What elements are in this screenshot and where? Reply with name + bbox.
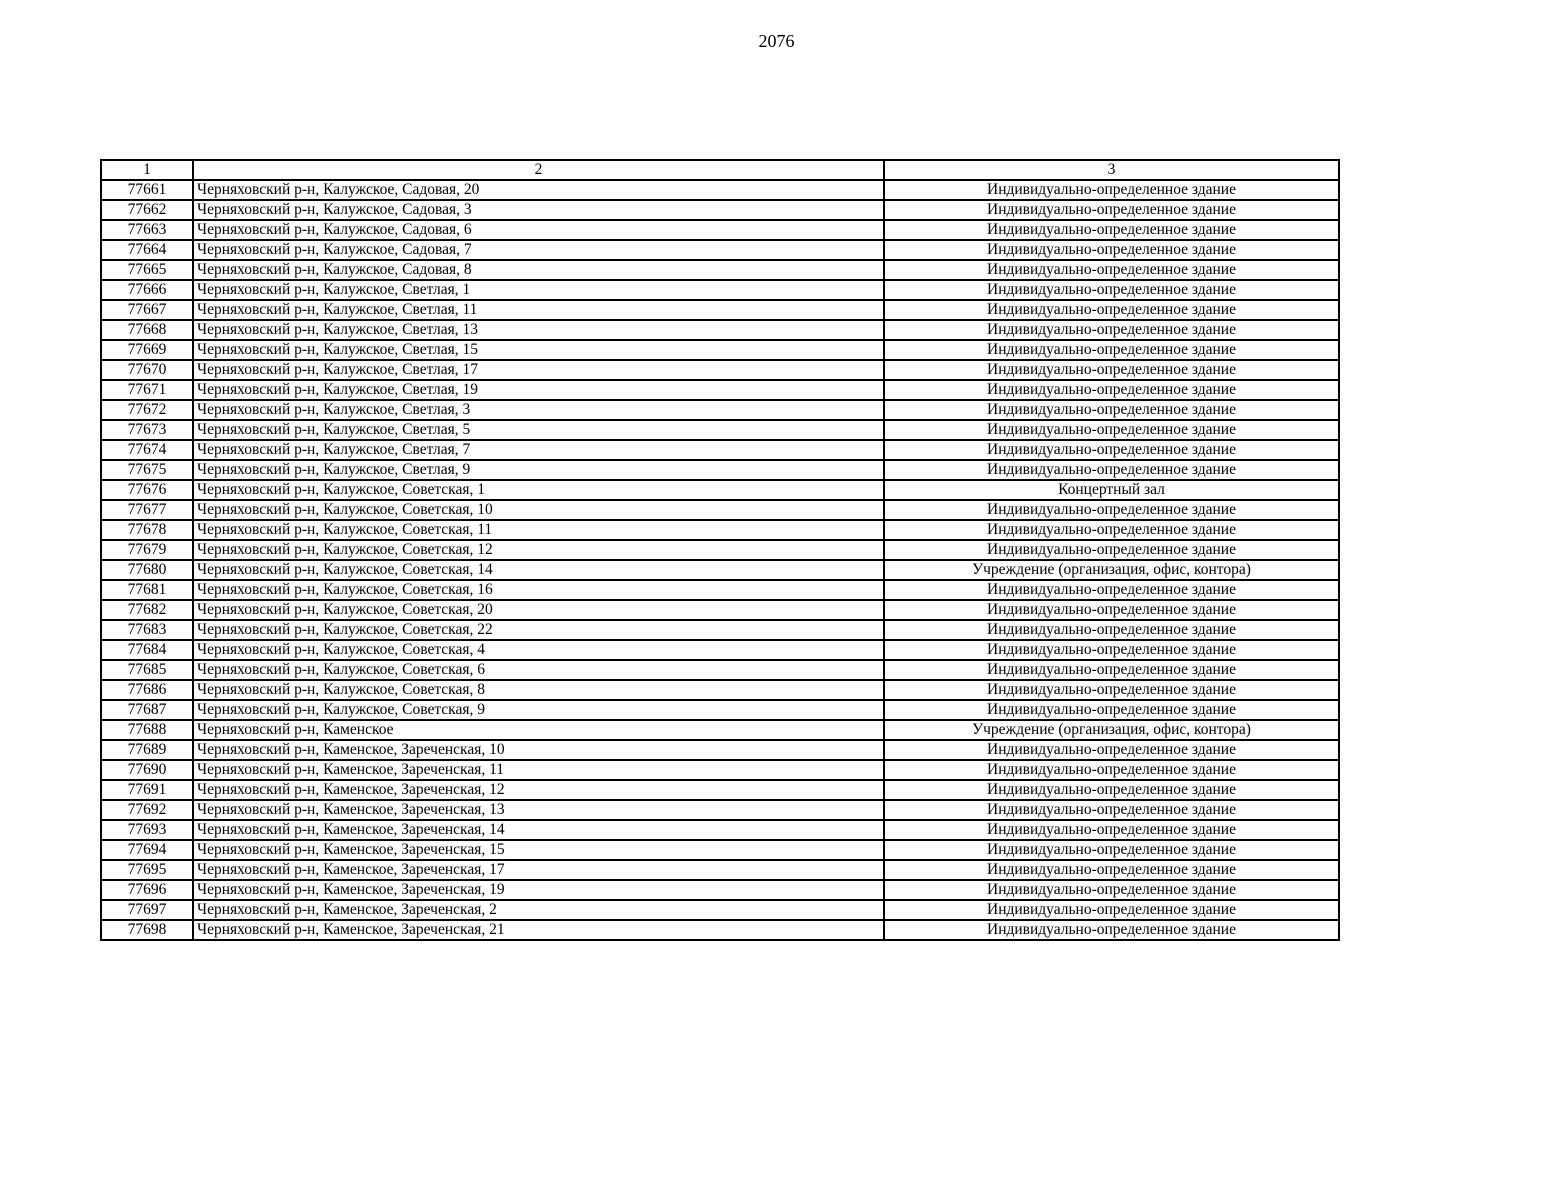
table-row: [101, 280, 1339, 300]
object-type-cell: Индивидуально-определенное здание: [884, 360, 1339, 380]
row-number-cell: 77674: [101, 440, 193, 460]
table-row: [101, 540, 1339, 560]
address-cell: Черняховский р-н, Калужское, Светлая, 19: [193, 380, 884, 400]
address-cell: Черняховский р-н, Калужское, Советская, 22: [193, 620, 884, 640]
address-cell: Черняховский р-н, Калужское, Советская, 20: [193, 600, 884, 620]
table-row: [101, 640, 1339, 660]
table-row: [101, 580, 1339, 600]
table-row: [101, 860, 1339, 880]
row-number-cell: 77693: [101, 820, 193, 840]
row-number-cell: 77692: [101, 800, 193, 820]
table-row: [101, 680, 1339, 700]
row-number-cell: 77673: [101, 420, 193, 440]
row-number-cell: 77689: [101, 740, 193, 760]
object-type-cell: Индивидуально-определенное здание: [884, 460, 1339, 480]
address-cell: Черняховский р-н, Калужское, Советская, 14: [193, 560, 884, 580]
table-row: [101, 880, 1339, 900]
object-type-cell: Индивидуально-определенное здание: [884, 620, 1339, 640]
row-number-cell: 77686: [101, 680, 193, 700]
object-type-cell: Индивидуально-определенное здание: [884, 220, 1339, 240]
row-number-cell: 77681: [101, 580, 193, 600]
address-cell: Черняховский р-н, Каменское, Зареченская, 19: [193, 880, 884, 900]
object-type-cell: Индивидуально-определенное здание: [884, 740, 1339, 760]
object-type-cell: Индивидуально-определенное здание: [884, 920, 1339, 940]
row-number-cell: 77665: [101, 260, 193, 280]
address-cell: Черняховский р-н, Калужское, Светлая, 9: [193, 460, 884, 480]
row-number-cell: 77695: [101, 860, 193, 880]
table-row: [101, 760, 1339, 780]
table-row: [101, 660, 1339, 680]
table-row: [101, 180, 1339, 200]
table-row: [101, 600, 1339, 620]
address-cell: Черняховский р-н, Калужское, Садовая, 8: [193, 260, 884, 280]
row-number-cell: 77697: [101, 900, 193, 920]
table-row: [101, 840, 1339, 860]
address-cell: Черняховский р-н, Калужское, Советская, 6: [193, 660, 884, 680]
row-number-cell: 77670: [101, 360, 193, 380]
header-col-2: 2: [193, 160, 884, 180]
object-type-cell: Индивидуально-определенное здание: [884, 640, 1339, 660]
object-type-cell: Индивидуально-определенное здание: [884, 680, 1339, 700]
address-cell: Черняховский р-н, Калужское, Светлая, 3: [193, 400, 884, 420]
address-cell: Черняховский р-н, Каменское, Зареченская, 17: [193, 860, 884, 880]
table-row: [101, 780, 1339, 800]
address-cell: Черняховский р-н, Калужское, Советская, 9: [193, 700, 884, 720]
object-type-cell: Индивидуально-определенное здание: [884, 780, 1339, 800]
address-cell: Черняховский р-н, Каменское, Зареченская, 10: [193, 740, 884, 760]
row-number-cell: 77698: [101, 920, 193, 940]
row-number-cell: 77690: [101, 760, 193, 780]
row-number-cell: 77661: [101, 180, 193, 200]
object-type-cell: Индивидуально-определенное здание: [884, 260, 1339, 280]
object-type-cell: Индивидуально-определенное здание: [884, 540, 1339, 560]
table-row: [101, 520, 1339, 540]
row-number-cell: 77683: [101, 620, 193, 640]
address-cell: Черняховский р-н, Калужское, Советская, 8: [193, 680, 884, 700]
table-row: [101, 560, 1339, 580]
address-cell: Черняховский р-н, Калужское, Светлая, 17: [193, 360, 884, 380]
table-body: [101, 180, 1339, 940]
row-number-cell: 77667: [101, 300, 193, 320]
table-row: [101, 720, 1339, 740]
object-type-cell: Индивидуально-определенное здание: [884, 420, 1339, 440]
table-row: [101, 480, 1339, 500]
object-type-cell: Индивидуально-определенное здание: [884, 440, 1339, 460]
address-cell: Черняховский р-н, Калужское, Советская, 16: [193, 580, 884, 600]
address-cell: Черняховский р-н, Каменское, Зареченская, 15: [193, 840, 884, 860]
table-row: [101, 420, 1339, 440]
address-cell: Черняховский р-н, Каменское, Зареченская, 2: [193, 900, 884, 920]
object-type-cell: Индивидуально-определенное здание: [884, 860, 1339, 880]
address-cell: Черняховский р-н, Калужское, Советская, 12: [193, 540, 884, 560]
table-row: [101, 360, 1339, 380]
object-type-cell: Индивидуально-определенное здание: [884, 500, 1339, 520]
table-row: [101, 700, 1339, 720]
row-number-cell: 77678: [101, 520, 193, 540]
table-row: [101, 380, 1339, 400]
table-row: [101, 240, 1339, 260]
object-type-cell: Индивидуально-определенное здание: [884, 820, 1339, 840]
object-type-cell: Индивидуально-определенное здание: [884, 800, 1339, 820]
row-number-cell: 77675: [101, 460, 193, 480]
object-type-cell: Индивидуально-определенное здание: [884, 280, 1339, 300]
object-type-cell: Индивидуально-определенное здание: [884, 320, 1339, 340]
address-cell: Черняховский р-н, Каменское, Зареченская, 14: [193, 820, 884, 840]
table-row: [101, 820, 1339, 840]
object-type-cell: Индивидуально-определенное здание: [884, 340, 1339, 360]
address-cell: Черняховский р-н, Калужское, Светлая, 1: [193, 280, 884, 300]
table-row: [101, 200, 1339, 220]
address-cell: Черняховский р-н, Калужское, Светлая, 7: [193, 440, 884, 460]
address-cell: Черняховский р-н, Калужское, Советская, 1: [193, 480, 884, 500]
table-row: [101, 920, 1339, 940]
page-number: 2076: [758, 31, 795, 51]
object-type-cell: Индивидуально-определенное здание: [884, 180, 1339, 200]
row-number-cell: 77694: [101, 840, 193, 860]
object-type-cell: Индивидуально-определенное здание: [884, 840, 1339, 860]
table-row: [101, 740, 1339, 760]
object-type-cell: Индивидуально-определенное здание: [884, 400, 1339, 420]
row-number-cell: 77677: [101, 500, 193, 520]
row-number-cell: 77696: [101, 880, 193, 900]
address-cell: Черняховский р-н, Калужское, Садовая, 6: [193, 220, 884, 240]
row-number-cell: 77669: [101, 340, 193, 360]
table-row: [101, 300, 1339, 320]
table-row: [101, 260, 1339, 280]
address-cell: Черняховский р-н, Каменское, Зареченская, 12: [193, 780, 884, 800]
object-type-cell: Учреждение (организация, офис, контора): [884, 560, 1339, 580]
header-row: [101, 160, 1339, 180]
object-type-cell: Индивидуально-определенное здание: [884, 660, 1339, 680]
table-row: [101, 460, 1339, 480]
object-type-cell: Индивидуально-определенное здание: [884, 900, 1339, 920]
address-cell: Черняховский р-н, Калужское, Советская, 4: [193, 640, 884, 660]
address-cell: Черняховский р-н, Калужское, Светлая, 15: [193, 340, 884, 360]
object-type-cell: Индивидуально-определенное здание: [884, 520, 1339, 540]
address-cell: Черняховский р-н, Калужское, Светлая, 13: [193, 320, 884, 340]
object-type-cell: Индивидуально-определенное здание: [884, 240, 1339, 260]
object-type-cell: Индивидуально-определенное здание: [884, 600, 1339, 620]
address-cell: Черняховский р-н, Калужское, Садовая, 20: [193, 180, 884, 200]
table-row: [101, 320, 1339, 340]
header-col-3: 3: [884, 160, 1339, 180]
row-number-cell: 77680: [101, 560, 193, 580]
object-type-cell: Индивидуально-определенное здание: [884, 700, 1339, 720]
row-number-cell: 77684: [101, 640, 193, 660]
row-number-cell: 77668: [101, 320, 193, 340]
row-number-cell: 77676: [101, 480, 193, 500]
row-number-cell: 77687: [101, 700, 193, 720]
table-row: [101, 440, 1339, 460]
row-number-cell: 77672: [101, 400, 193, 420]
row-number-cell: 77662: [101, 200, 193, 220]
object-type-cell: Индивидуально-определенное здание: [884, 580, 1339, 600]
row-number-cell: 77688: [101, 720, 193, 740]
address-cell: Черняховский р-н, Каменское, Зареченская, 21: [193, 920, 884, 940]
registry-table: [100, 159, 1340, 941]
address-cell: Черняховский р-н, Калужское, Светлая, 5: [193, 420, 884, 440]
address-cell: Черняховский р-н, Калужское, Садовая, 3: [193, 200, 884, 220]
row-number-cell: 77671: [101, 380, 193, 400]
address-cell: Черняховский р-н, Калужское, Светлая, 11: [193, 300, 884, 320]
object-type-cell: Индивидуально-определенное здание: [884, 200, 1339, 220]
row-number-cell: 77691: [101, 780, 193, 800]
object-type-cell: Индивидуально-определенное здание: [884, 880, 1339, 900]
object-type-cell: Индивидуально-определенное здание: [884, 380, 1339, 400]
row-number-cell: 77682: [101, 600, 193, 620]
address-cell: Черняховский р-н, Калужское, Советская, 10: [193, 500, 884, 520]
object-type-cell: Концертный зал: [884, 480, 1339, 500]
table-row: [101, 800, 1339, 820]
row-number-cell: 77666: [101, 280, 193, 300]
row-number-cell: 77663: [101, 220, 193, 240]
address-cell: Черняховский р-н, Калужское, Советская, 11: [193, 520, 884, 540]
object-type-cell: Индивидуально-определенное здание: [884, 760, 1339, 780]
table-row: [101, 340, 1339, 360]
address-cell: Черняховский р-н, Калужское, Садовая, 7: [193, 240, 884, 260]
row-number-cell: 77685: [101, 660, 193, 680]
table-header: [101, 160, 1339, 180]
table-row: [101, 220, 1339, 240]
table-row: [101, 500, 1339, 520]
address-cell: Черняховский р-н, Каменское, Зареченская, 13: [193, 800, 884, 820]
row-number-cell: 77679: [101, 540, 193, 560]
table-row: [101, 620, 1339, 640]
address-cell: Черняховский р-н, Каменское, Зареченская, 11: [193, 760, 884, 780]
object-type-cell: Индивидуально-определенное здание: [884, 300, 1339, 320]
object-type-cell: Учреждение (организация, офис, контора): [884, 720, 1339, 740]
row-number-cell: 77664: [101, 240, 193, 260]
table-row: [101, 400, 1339, 420]
address-cell: Черняховский р-н, Каменское: [193, 720, 884, 740]
header-col-1: 1: [101, 160, 193, 180]
table-row: [101, 900, 1339, 920]
